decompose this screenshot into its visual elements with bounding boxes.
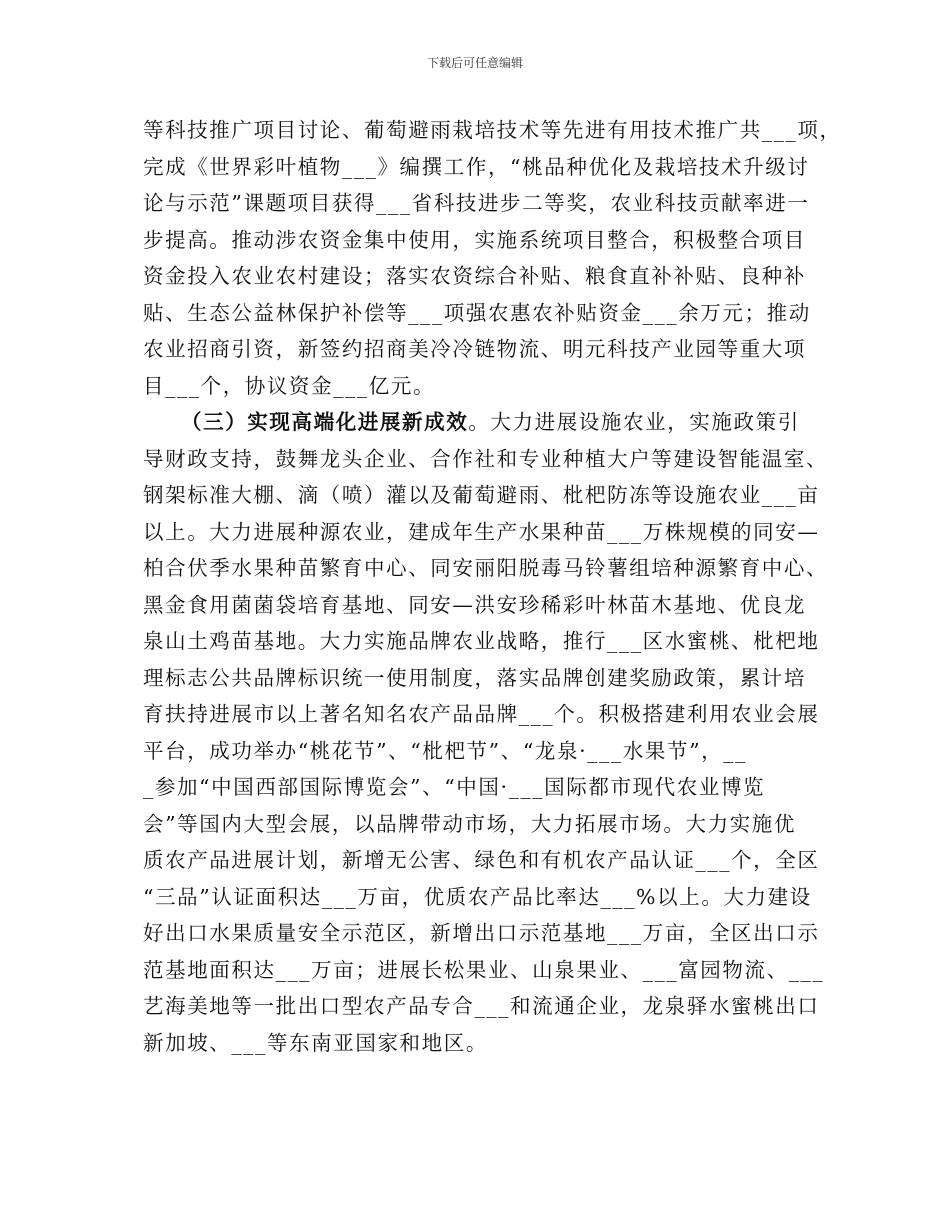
section-heading: （三）实现高端化进展新成效 (181, 410, 469, 434)
body-line-4: 步提高。推动涉农资金集中使用，实施系统项目整合，积极整合项目 (143, 227, 806, 252)
section-line-6: 泉山土鸡苗基地。大力实施品牌农业战略，推行___区水蜜桃、枇杷地 (143, 629, 820, 653)
body-line-5: 资金投入农业农村建设；落实农资综合补贴、粮食直补补贴、良种补 (143, 264, 806, 288)
section-heading-line (143, 404, 823, 441)
section-line-4: 柏合伏季水果种苗繁育中心、同安丽阳脱毒马铃薯组培种源繁育中心、 (143, 556, 829, 580)
page-header: 下载后可任意编辑 (426, 56, 523, 70)
section-line-5: 黑金食用菌菌袋培育基地、同安—洪安珍稀彩叶林苗木基地、优良龙 (143, 592, 806, 617)
section-line-17: 新加坡、___等东南亚国家和地区。 (143, 1030, 488, 1055)
section-line-7: 理标志公共品牌标识统一使用制度，落实品牌创建奖励政策，累计培 (143, 665, 806, 690)
body-line-8: 目___个，协议资金___亿元。 (143, 373, 436, 398)
section-line-1: 导财政支持，鼓舞龙头企业、合作社和专业种植大户等建设智能温室、 (143, 446, 829, 471)
section-line-15: 范基地面积达___万亩；进展长松果业、山泉果业、___富园物流、___ (143, 957, 825, 982)
section-line-13: “三品”认证面积达___万亩，优质农产品比率达___%以上。大力建设 (143, 884, 812, 909)
section-line-10: _参加“中国西部国际博览会”、“中国·___国际都市现代农业博览 (143, 775, 766, 799)
body-line-7: 农业招商引资，新签约招商美冷冷链物流、明元科技产业园等重大项 (143, 337, 806, 361)
section-line-11: 会”等国内大型会展，以品牌带动市场，大力拓展市场。大力实施优 (143, 811, 796, 836)
section-heading-rest: 。大力进展设施农业，实施政策引 (468, 410, 800, 434)
section-line-9: 平台，成功举办“桃花节”、“枇杷节”、“龙泉·___水果节”，__ (143, 738, 747, 763)
section-line-16: 艺海美地等一批出口型农产品专合___和流通企业，龙泉驿水蜜桃出口 (143, 994, 820, 1018)
section-line-3: 以上。大力进展种源农业，建成年生产水果种苗___万株规模的同安— (143, 519, 820, 544)
section-line-14: 好出口水果质量安全示范区，新增出口示范基地___万亩，全区出口示 (143, 921, 820, 945)
body-line-3: 论与示范”课题项目获得___省科技进步二等奖，农业科技贡献率进一 (143, 191, 810, 215)
body-line-6: 贴、生态公益林保护补偿等___项强农惠农补贴资金___余万元；推动 (143, 300, 811, 325)
section-line-12: 质农产品进展计划，新增无公害、绿色和有机农产品认证___个，全区 (143, 848, 820, 872)
document-body (143, 112, 842, 1061)
body-line-1: 等科技推广项目讨论、葡萄避雨栽培技术等先进有用技术推广共___项， (143, 118, 842, 142)
body-line-2: 完成《世界彩叶植物___》编撰工作，“桃品种优化及栽培技术升级讨 (143, 154, 810, 179)
section-line-8: 育扶持进展市以上著名知名农产品品牌___个。积极搭建利用农业会展 (143, 702, 820, 726)
section-line-2: 钢架标准大棚、滴（喷）灌以及葡萄避雨、枇杷防冻等设施农业___亩 (143, 483, 820, 507)
